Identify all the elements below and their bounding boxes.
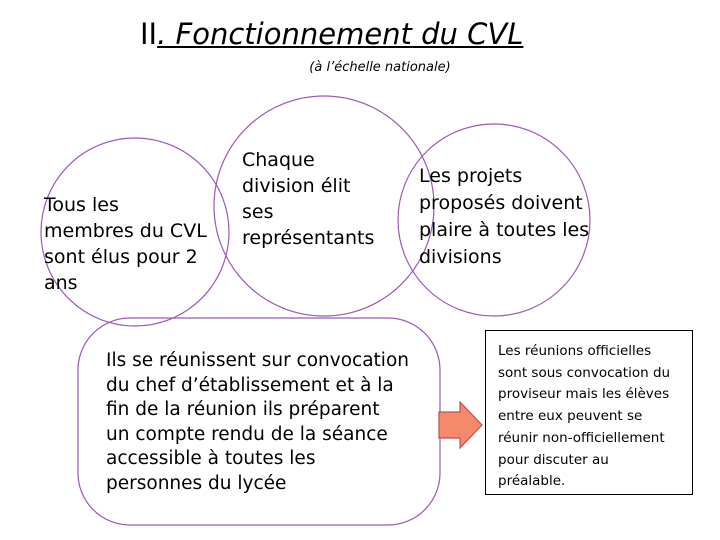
note-text: Les réunions officielles sont sous convocation du proviseur mais les élèves entre eux peuvent se réunir non-officiellement pour discuter au préalable. [498,343,671,490]
title-prefix: II [140,17,158,51]
note-box [485,330,693,495]
subtitle: (à l’échelle nationale) [309,60,451,75]
arrow-right-icon [439,402,482,448]
title-text: . Fonctionnement du CVL [157,17,524,51]
meetings-text: Ils se réunissent sur convocation du chef d’établissement et à la fin de la réunion ils préparent un compte rendu de la séance accessible à toutes les personnes du lycée [106,350,409,494]
division-text: Chaque division élit ses représentants [242,149,375,249]
members-text: Tous les membres du CVL sont élus pour 2 ans [44,194,207,294]
projects-text: Les projets proposés doivent plaire à toutes les divisions [419,165,590,268]
